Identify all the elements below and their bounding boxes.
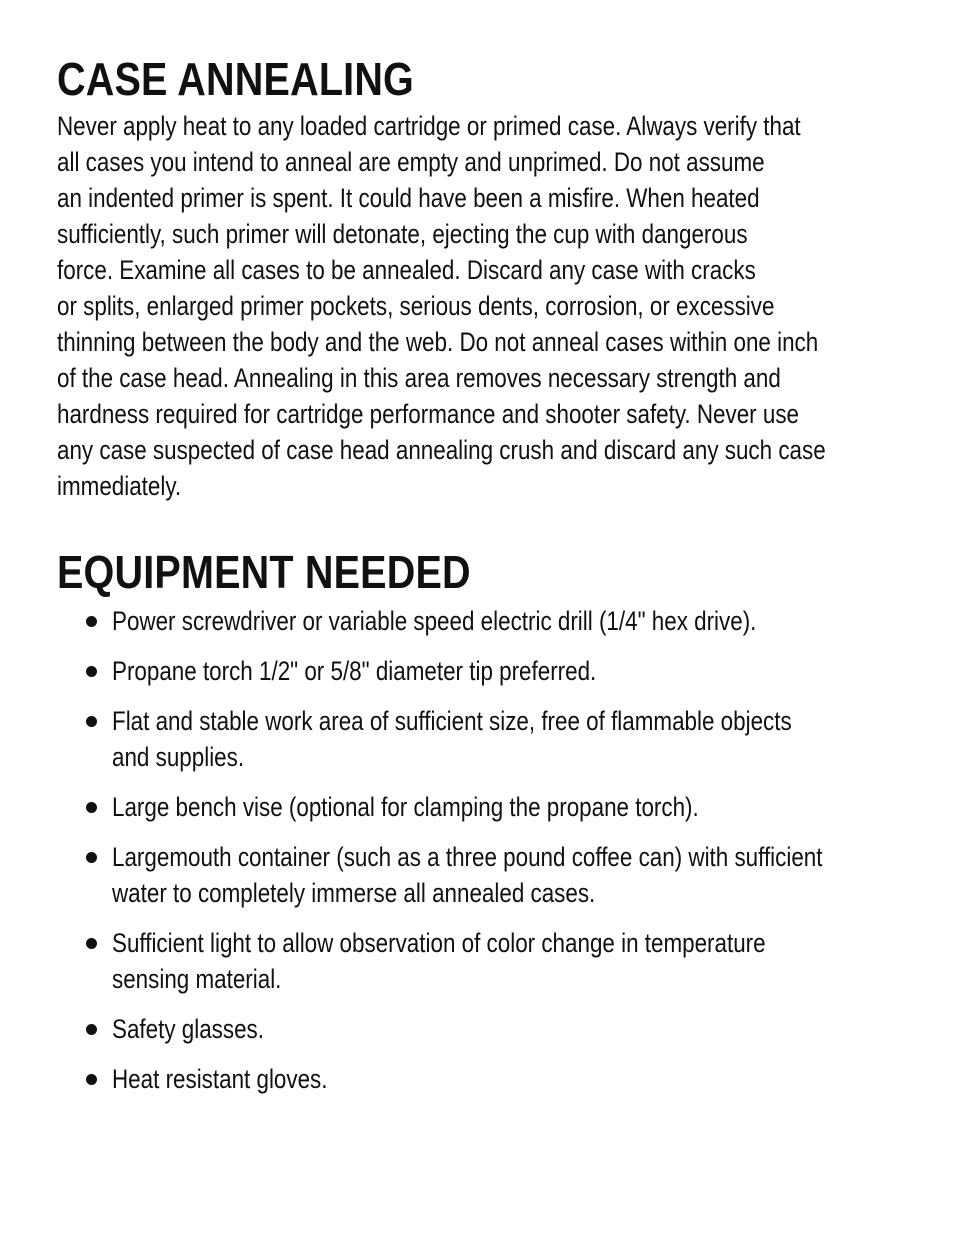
equipment-item-bench-vise bbox=[57, 789, 907, 825]
equipment-item-text: Large bench vise (optional for clamping the propane torch). bbox=[112, 792, 699, 822]
equipment-item-safety-glasses bbox=[57, 1011, 907, 1047]
case-annealing-heading: CASE ANNEALING bbox=[57, 53, 415, 105]
bullet-icon bbox=[86, 802, 97, 813]
case-annealing-paragraph: Never apply heat to any loaded cartridge or primed case. Always verify that all cases you intend to anneal are empty and unprimed. Do not assume an indented primer is spent. It could have been a misfire. When heated sufficiently, such primer will detonate, ejecting the cup with dangerous force. Examine all cases to be annealed. Discard any case with cracks or splits, enlarged primer pockets, serious dents, corrosion, or excessive thinning between the body and the web. Do not anneal cases within one inch of the case head. Annealing in this area removes necessary strength and hardness required for cartridge performance and shooter safety. Never use any case suspected of case head annealing crush and discard any such case immediately. bbox=[57, 111, 826, 501]
equipment-item-container bbox=[57, 839, 907, 911]
equipment-list bbox=[57, 603, 907, 1097]
bullet-icon bbox=[86, 716, 97, 727]
equipment-item-work-area bbox=[57, 703, 907, 775]
document-page bbox=[57, 50, 907, 1111]
equipment-item-text: Sufficient light to allow observation of color change in temperature sensing material. bbox=[112, 928, 766, 994]
equipment-item-text: Power screwdriver or variable speed electric drill (1/4" hex drive). bbox=[112, 606, 757, 636]
bullet-icon bbox=[86, 616, 97, 627]
bullet-icon bbox=[86, 938, 97, 949]
equipment-item-text: Propane torch 1/2" or 5/8" diameter tip preferred. bbox=[112, 656, 597, 686]
equipment-item-text: Largemouth container (such as a three pound coffee can) with sufficient water to completely immerse all annealed cases. bbox=[112, 842, 823, 908]
equipment-item-text: Safety glasses. bbox=[112, 1014, 264, 1044]
equipment-item-propane-torch bbox=[57, 653, 907, 689]
equipment-needed-heading: EQUIPMENT NEEDED bbox=[57, 546, 471, 598]
bullet-icon bbox=[86, 1074, 97, 1085]
equipment-item-text: Flat and stable work area of sufficient size, free of flammable objects and supplies. bbox=[112, 706, 792, 772]
equipment-item-gloves bbox=[57, 1061, 907, 1097]
equipment-item-light bbox=[57, 925, 907, 997]
bullet-icon bbox=[86, 1024, 97, 1035]
bullet-icon bbox=[86, 852, 97, 863]
equipment-item-power-screwdriver bbox=[57, 603, 907, 639]
bullet-icon bbox=[86, 666, 97, 677]
equipment-item-text: Heat resistant gloves. bbox=[112, 1064, 328, 1094]
